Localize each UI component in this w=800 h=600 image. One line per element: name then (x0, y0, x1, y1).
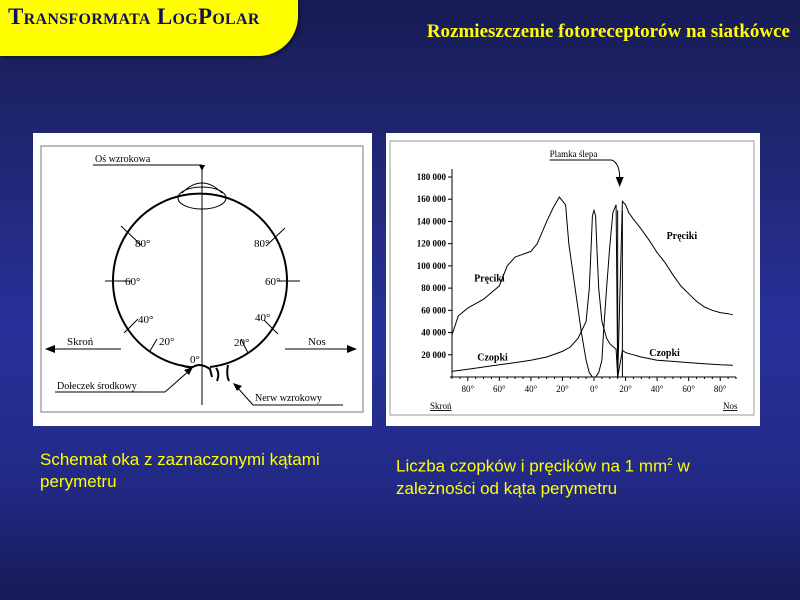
y-tick-label: 120 000 (416, 238, 446, 249)
x-tick-label: 40° (650, 384, 664, 394)
y-tick-label: 40 000 (421, 327, 446, 338)
eye-diagram (33, 133, 372, 426)
y-tick-label: 100 000 (416, 260, 446, 271)
x-tick-label: 60° (682, 384, 695, 394)
tick-l20 (150, 339, 157, 351)
x-tick-label: 0° (589, 384, 599, 394)
y-tick-label: 20 000 (421, 349, 446, 360)
angle-label-l80: 80° (135, 238, 151, 250)
blind-spot-pointer (612, 160, 620, 178)
angle-label-r80: 80° (254, 238, 270, 250)
angle-label-zero: 0° (190, 354, 200, 366)
eye-diagram-panel (33, 133, 372, 426)
angle-label-r60: 60° (265, 276, 281, 288)
chart-lines (452, 197, 733, 377)
slide-title: Rozmieszczenie fotoreceptorów na siatkówce (426, 21, 790, 42)
fovea-label: Dołeczek środkowy (57, 381, 137, 392)
density-chart-caption: Liczba czopków i pręcików na 1 $mm^2$ w zależności od kąta perymetru (396, 456, 690, 498)
series-label-rods: Pręciki (666, 231, 698, 243)
nose-arrow (347, 345, 357, 353)
chart-frame (390, 141, 754, 415)
blind-spot-arrow (616, 177, 624, 187)
angle-label-l40: 40° (138, 314, 154, 326)
density-chart-panel (386, 133, 760, 426)
axis-label: Oś wzrokowa (95, 154, 151, 165)
x-label-right: Nos (723, 401, 738, 411)
y-tick-label: 160 000 (416, 194, 446, 205)
blind-spot-label: Plamka ślepa (549, 149, 598, 159)
optic-nerve-edge (227, 365, 229, 381)
x-tick-label: 40° (524, 384, 538, 394)
optic-nerve-label: Nerw wzrokowy (255, 393, 322, 404)
temple-arrow (45, 345, 55, 353)
angle-label-r20: 20° (234, 337, 250, 349)
x-tick-label: 20° (619, 384, 632, 394)
angle-label-l20: 20° (159, 336, 175, 348)
axis-arrow (199, 165, 205, 171)
x-tick-label: 60° (493, 384, 506, 394)
logo-text: Transformata LogPolar (8, 4, 260, 29)
y-tick-label: 80 000 (421, 283, 446, 294)
optic-nerve (216, 368, 218, 381)
nose-label: Nos (308, 336, 326, 348)
eye-diagram-caption: Schemat oka z zaznaczonymi kątami perymetru (40, 450, 320, 491)
series-label-cones: Czopki (649, 347, 680, 359)
x-tick-label: 80° (713, 384, 727, 394)
x-tick-label: 80° (461, 384, 475, 394)
angle-label-l60: 60° (125, 276, 141, 288)
angle-label-r40: 40° (255, 312, 271, 324)
y-tick-label: 180 000 (416, 172, 446, 182)
series-label-cones: Czopki (477, 352, 508, 364)
fovea-pointer (165, 370, 190, 392)
density-chart (386, 133, 760, 426)
optic-nerve-arrow (233, 383, 242, 391)
series-label-rods: Pręciki (474, 273, 505, 285)
y-tick-label: 140 000 (416, 216, 446, 227)
temple-label: Skroń (67, 336, 94, 348)
chart-labels (430, 149, 738, 411)
x-label-left: Skroń (430, 401, 452, 411)
chart-axes (417, 169, 736, 394)
y-tick-label: 60 000 (421, 305, 446, 316)
x-tick-label: 20° (556, 384, 569, 394)
